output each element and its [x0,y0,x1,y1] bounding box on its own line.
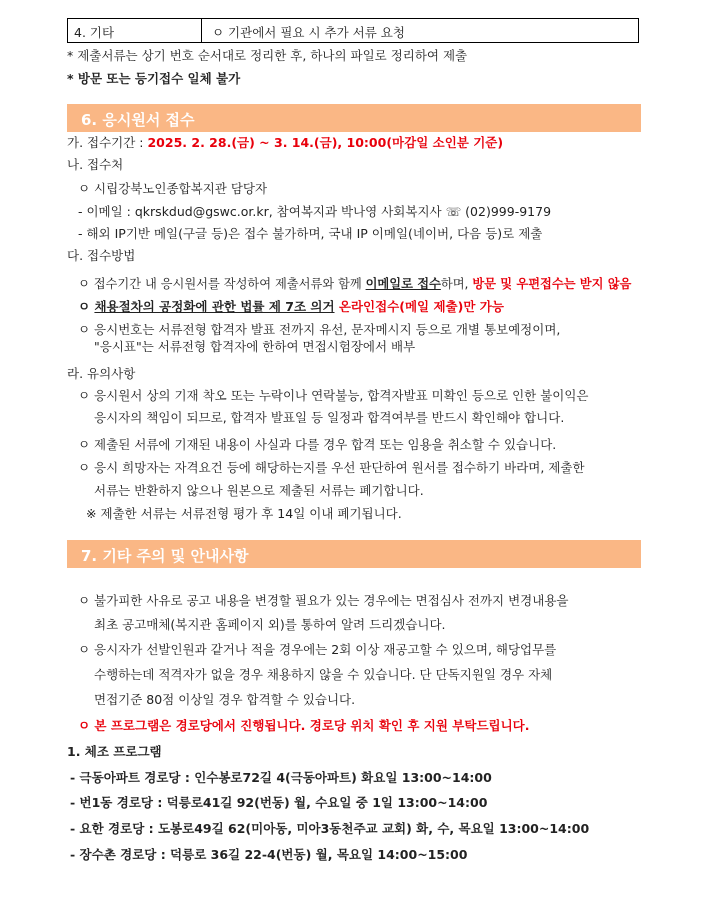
caution-item-3-line1: ㅇ 응시 희망자는 자격요건 등에 해당하는지를 우선 판단하여 원서를 접수하기 바라며, 제출한 [78,460,585,475]
note-submission-order: * 제출서류는 상기 번호 순서대로 정리한 후, 하나의 파일로 정리하여 제출 [67,48,468,63]
method-item-1 [78,274,631,292]
program-line-4: - 장수촌 경로당 : 덕릉로 36길 22-4(번동) 월, 목요일 14:00~15:00 [70,847,468,862]
section-7-title: 7. 기타 주의 및 안내사항 [81,547,249,565]
method-item-2-bullet: ㅇ [78,299,95,314]
method-item-1-email: 이메일로 접수 [365,277,441,291]
place-overseas-note: - 해외 IP기반 메일(구글 등)은 접수 불가하며, 국내 IP 이메일(네이버, 다음 등)로 제출 [78,226,543,241]
method-item-2-online: 온라인접수(메일 제출)만 가능 [334,299,504,314]
program-location-notice: ㅇ 본 프로그램은 경로당에서 진행됩니다. 경로당 위치 확인 후 지원 부탁드립니다. [78,718,530,733]
place-contact: ㅇ 시립강북노인종합복지관 담당자 [78,181,268,196]
section-7-header [67,540,641,568]
caution-item-1-line2: 응시자의 책임이 되므로, 합격자 발표일 등 일정과 합격여부를 반드시 확인해야 합니다. [94,410,565,425]
program-line-2: - 번1동 경로당 : 덕릉로41길 92(번동) 월, 수요일 중 1일 13:00~14:00 [70,795,488,810]
program-title: 1. 체조 프로그램 [67,744,162,759]
caution-item-1-line1: ㅇ 응시원서 상의 기재 착오 또는 누락이나 연락불능, 합격자발표 미확인 등으로 인한 불이익은 [78,388,589,403]
method-item-1-warning: 방문 및 우편접수는 받지 않음 [472,277,632,291]
method-item-3-line1: ㅇ 응시번호는 서류전형 합격자 발표 전까지 유선, 문자메시지 등으로 개별 통보예정이며, [78,322,561,337]
table-cell-value: ㅇ 기관에서 필요 시 추가 서류 요청 [212,25,405,40]
caution-heading: 라. 유의사항 [67,366,136,381]
section-6-title: 6. 응시원서 접수 [81,111,195,129]
period-line [67,133,503,151]
caution-disposal-note: ※ 제출한 서류는 서류전형 평가 후 14일 이내 폐기됩니다. [86,506,402,521]
note-no-visit: * 방문 또는 등기접수 일체 불가 [67,71,241,86]
program-line-1: - 극동아파트 경로당 : 인수봉로72길 4(극동아파트) 화요일 13:00~14:00 [70,770,492,785]
method-heading: 다. 접수방법 [67,248,136,263]
program-line-3: - 요한 경로당 : 도봉로49길 62(미아동, 미아3동천주교 교회) 화, 수, 목요일 13:00~14:00 [70,821,590,836]
notice-item-2-line2: 수행하는데 적격자가 없을 경우 채용하지 않을 수 있습니다. 단 단독지원일 경우 자체 [94,667,553,682]
method-item-3-line2: "응시표"는 서류전형 합격자에 한하여 면접시험장에서 배부 [94,339,416,354]
method-item-2 [78,297,504,315]
method-item-2-law: 채용절차의 공정화에 관한 법률 제 7조 의거 [94,299,335,314]
method-item-1-mid: 하며, [440,277,473,291]
section-6-header [67,104,641,132]
notice-item-2-line3: 면접기준 80점 이상일 경우 합격할 수 있습니다. [94,692,356,707]
notice-item-1-line1: ㅇ 불가피한 사유로 공고 내용을 변경할 필요가 있는 경우에는 면접심사 전까지 변경내용을 [78,593,569,608]
period-date: 2025. 2. 28.(금) ~ 3. 14.(금), 10:00(마감일 소인분 기준) [147,135,504,150]
info-table [67,18,639,43]
place-heading: 나. 접수처 [67,157,124,172]
caution-item-3-line2: 서류는 반환하지 않으나 원본으로 제출된 서류는 폐기합니다. [94,483,424,498]
notice-item-1-line2: 최초 공고매체(복지관 홈페이지 외)를 통하여 알려 드리겠습니다. [94,617,446,632]
period-label: 가. 접수기간 : [67,135,148,150]
caution-item-2: ㅇ 제출된 서류에 기재된 내용이 사실과 다를 경우 합격 또는 임용을 취소할 수 있습니다. [78,437,557,452]
method-item-1-text: ㅇ 접수기간 내 응시원서를 작성하여 제출서류와 함께 [78,277,366,291]
table-cell-label: 4. 기타 [68,19,202,42]
notice-item-2-line1: ㅇ 응시자가 선발인원과 같거나 적을 경우에는 2회 이상 재공고할 수 있으며, 해당업무를 [78,642,557,657]
place-email: - 이메일 : qkrskdud@gswc.or.kr, 참여복지과 박나영 사회복지사 ☏ (02)999-9179 [78,204,552,219]
